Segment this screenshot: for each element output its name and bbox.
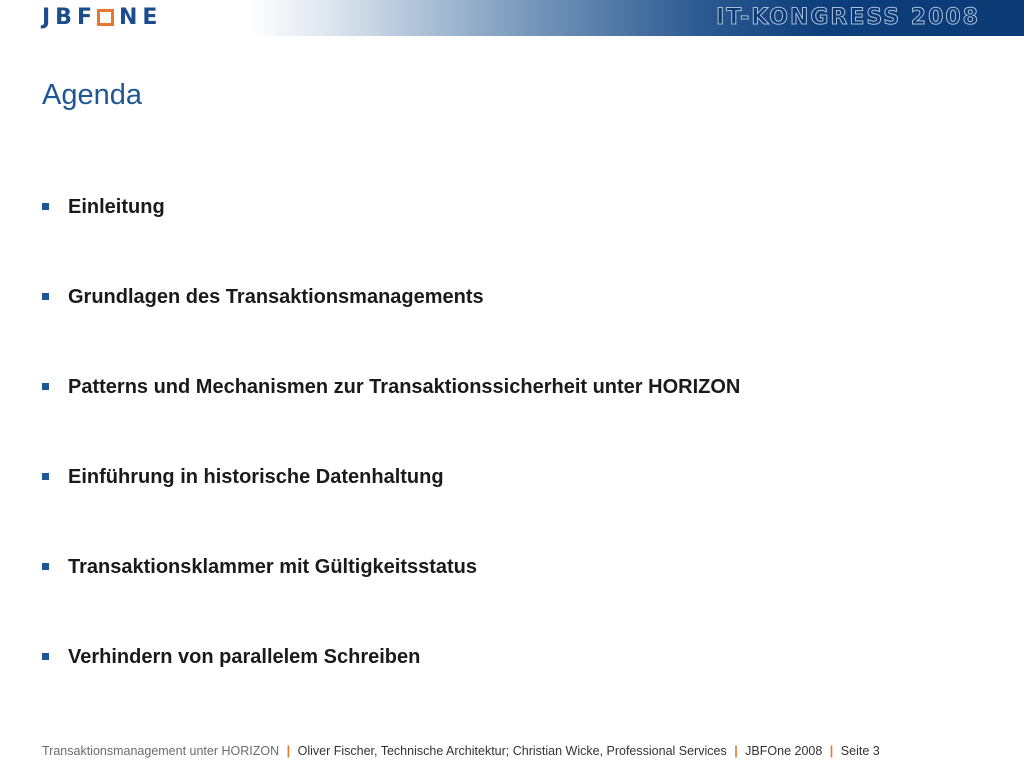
agenda-item	[42, 280, 740, 370]
agenda-item	[42, 640, 740, 730]
footer-separator: |	[829, 744, 834, 758]
square-bullet-icon	[42, 653, 49, 660]
square-bullet-icon	[42, 563, 49, 570]
square-bullet-icon	[42, 293, 49, 300]
logo-o-square-icon	[97, 9, 114, 26]
footer-presentation-title: Transaktionsmanagement unter HORIZON	[42, 744, 280, 758]
agenda-item-label: Verhindern von parallelem Schreiben	[68, 646, 421, 668]
square-bullet-icon	[42, 383, 49, 390]
jbfone-logo	[42, 5, 162, 29]
footer-separator: |	[286, 744, 291, 758]
footer-page-number: Seite 3	[840, 744, 880, 758]
square-bullet-icon	[42, 473, 49, 480]
square-bullet-icon	[42, 203, 49, 210]
logo-text-right: NE	[118, 4, 163, 30]
footer	[42, 743, 880, 759]
slide-title: Agenda	[42, 79, 142, 111]
agenda-item-label: Patterns und Mechanismen zur Transaktionssicherheit unter HORIZON	[68, 376, 741, 398]
agenda-item-label: Einleitung	[68, 196, 165, 218]
agenda-item-label: Einführung in historische Datenhaltung	[68, 466, 444, 488]
footer-event: JBFOne 2008	[745, 744, 823, 758]
agenda-item	[42, 460, 740, 550]
agenda-item	[42, 550, 740, 640]
agenda-item	[42, 190, 740, 280]
agenda-item-label: Grundlagen des Transaktionsmanagements	[68, 286, 484, 308]
agenda-item-label: Transaktionsklammer mit Gültigkeitsstatus	[68, 556, 478, 578]
footer-separator: |	[734, 744, 738, 758]
agenda-item	[42, 370, 740, 460]
logo-text-left: JBF	[42, 4, 97, 30]
congress-title: IT-KONGRESS 2008	[716, 5, 980, 30]
agenda-list	[42, 190, 740, 730]
footer-authors: Oliver Fischer, Technische Architektur; Christian Wicke, Professional Services	[297, 744, 727, 758]
